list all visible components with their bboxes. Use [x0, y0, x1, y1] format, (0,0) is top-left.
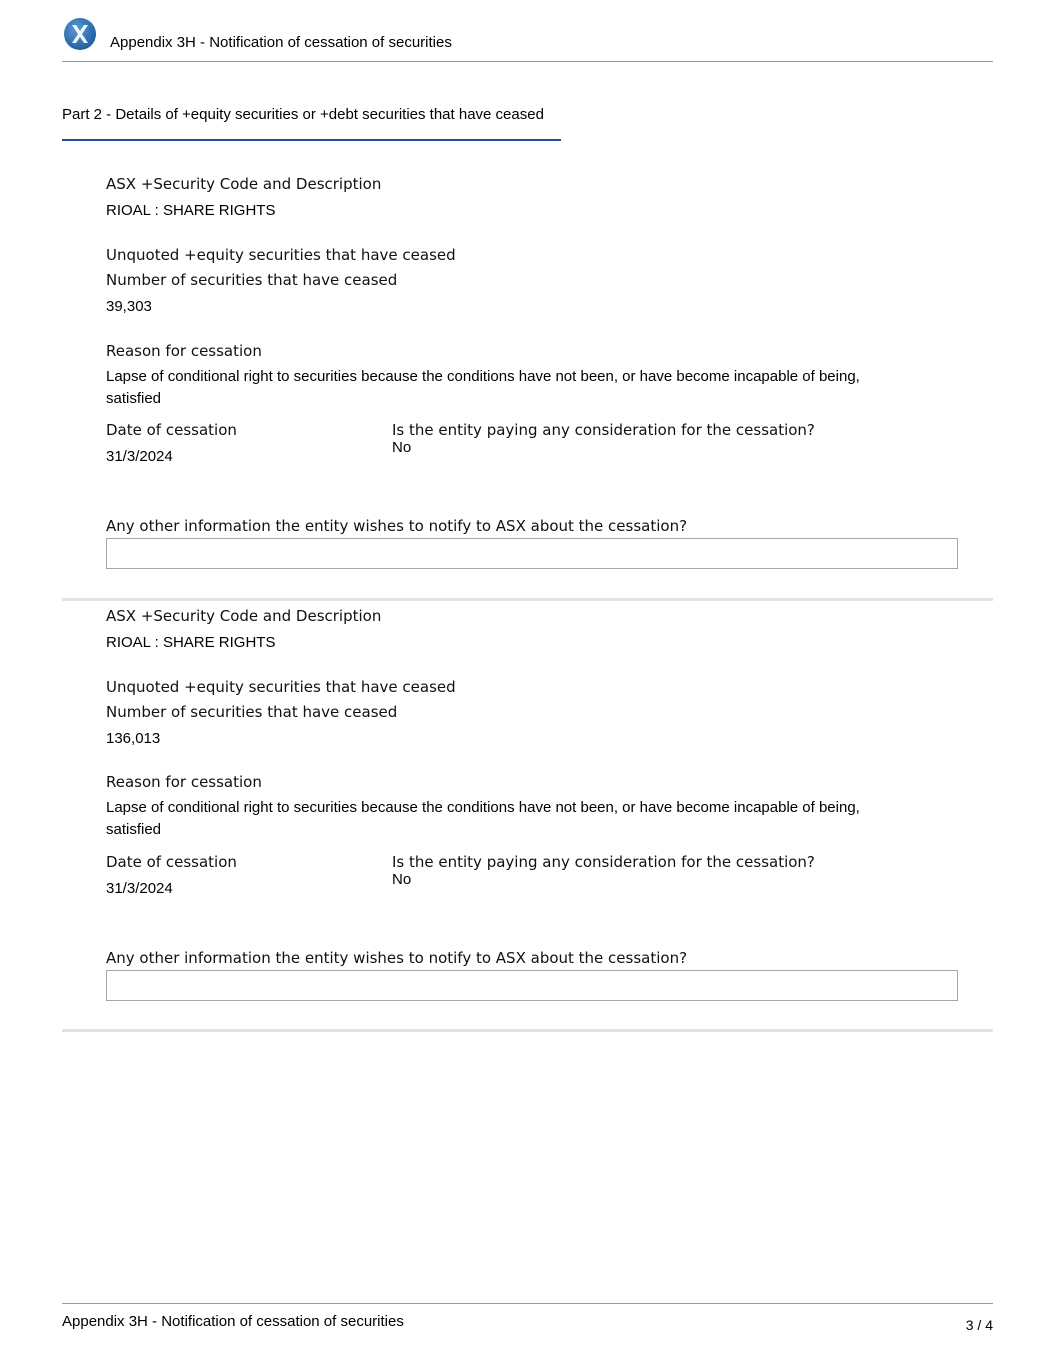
number-ceased-label: Number of securities that have ceased	[106, 703, 398, 721]
section-title: Part 2 - Details of +equity securities or +debt securities that have ceased	[62, 106, 544, 123]
consideration-label: Is the entity paying any consideration for the cessation?	[392, 853, 815, 871]
reason-value: Lapse of conditional right to securities because the conditions have not been, or have become incapable of being, satisfied	[106, 799, 860, 838]
unquoted-label: Unquoted +equity securities that have ceased	[106, 246, 456, 264]
reason-value: Lapse of conditional right to securities because the conditions have not been, or have become incapable of being, satisfied	[106, 368, 860, 407]
header-title: Appendix 3H - Notification of cessation of securities	[110, 34, 452, 51]
footer-title: Appendix 3H - Notification of cessation of securities	[62, 1313, 404, 1330]
date-value: 31/3/2024	[106, 448, 173, 465]
cessation-entry	[62, 602, 993, 1032]
footer-divider	[62, 1303, 993, 1304]
other-info-field[interactable]	[106, 538, 958, 569]
entry-divider	[62, 598, 993, 601]
number-ceased-value: 136,013	[106, 730, 161, 747]
entry-divider	[62, 1029, 993, 1032]
date-label: Date of cessation	[106, 421, 237, 439]
other-info-label: Any other information the entity wishes to notify to ASX about the cessation?	[106, 949, 688, 967]
other-info-field[interactable]	[106, 970, 958, 1001]
other-info-label: Any other information the entity wishes to notify to ASX about the cessation?	[106, 517, 688, 535]
reason-label: Reason for cessation	[106, 342, 262, 360]
security-code-value: RIOAL : SHARE RIGHTS	[106, 634, 276, 651]
header-divider	[62, 61, 993, 62]
security-code-label: ASX +Security Code and Description	[106, 607, 382, 625]
number-ceased-value: 39,303	[106, 298, 152, 315]
security-code-value: RIOAL : SHARE RIGHTS	[106, 202, 276, 219]
cessation-entry	[62, 170, 993, 600]
section-title-underline	[62, 139, 561, 141]
unquoted-label: Unquoted +equity securities that have ceased	[106, 678, 456, 696]
consideration-label: Is the entity paying any consideration for the cessation?	[392, 421, 815, 439]
date-label: Date of cessation	[106, 853, 237, 871]
asx-logo	[63, 17, 97, 51]
consideration-value: No	[392, 871, 412, 888]
consideration-value: No	[392, 439, 412, 456]
security-code-label: ASX +Security Code and Description	[106, 175, 382, 193]
page-number: 3 / 4	[965, 1317, 993, 1333]
number-ceased-label: Number of securities that have ceased	[106, 271, 398, 289]
reason-label: Reason for cessation	[106, 773, 262, 791]
date-value: 31/3/2024	[106, 880, 173, 897]
